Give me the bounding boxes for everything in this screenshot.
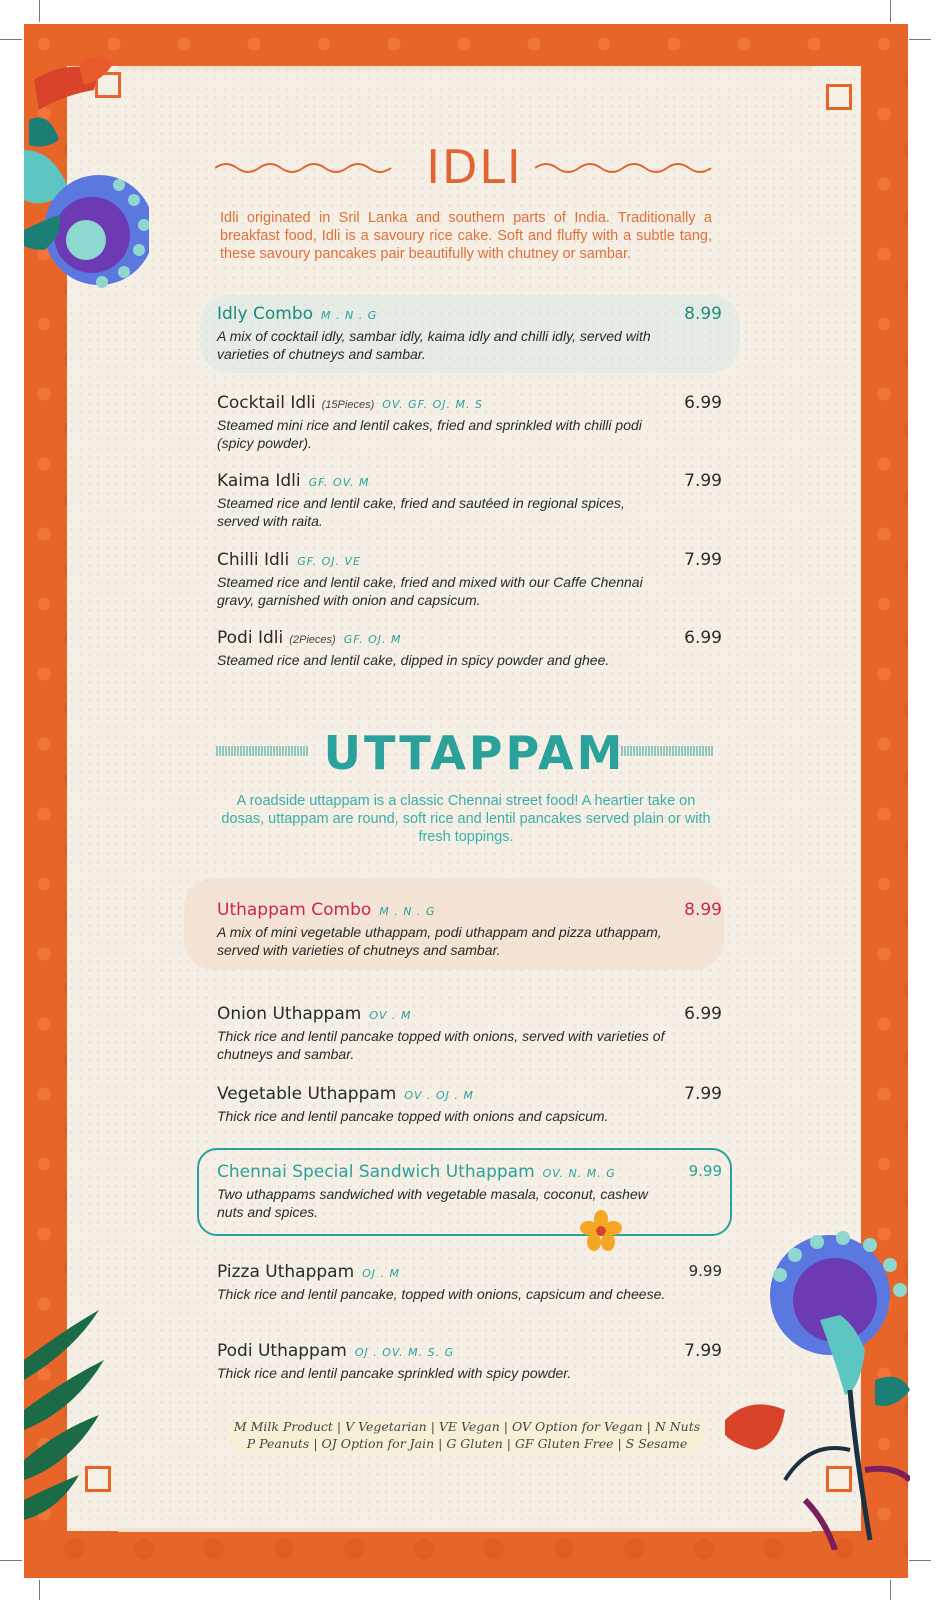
- item-name: Onion Uthappam: [217, 1004, 362, 1024]
- dietary-legend: [228, 1416, 706, 1454]
- item-price: 8.99: [684, 900, 722, 920]
- uttappam-title: UTTAPPAM: [323, 726, 626, 780]
- menu-item-onion-uthappam: [217, 1004, 722, 1063]
- item-description: Thick rice and lentil pancake sprinkled with spicy powder.: [217, 1365, 572, 1381]
- frame-line: [118, 1528, 812, 1532]
- item-name: Kaima Idli: [217, 471, 301, 491]
- crop-mark: [39, 1580, 40, 1600]
- item-description: Steamed rice and lentil cake, dipped in spicy powder and ghee.: [217, 652, 610, 668]
- item-name: Uthappam Combo: [217, 900, 372, 920]
- menu-item-vegetable-uthappam: [217, 1084, 722, 1125]
- item-tags: M . N . G: [379, 905, 436, 918]
- item-tags: GF. OJ. M: [343, 633, 402, 646]
- crop-mark: [39, 0, 40, 22]
- item-price: 7.99: [684, 550, 722, 570]
- item-description: A mix of cocktail idly, sambar idly, kaima idly and chilli idly, served with varieties of chutneys and sambar.: [217, 328, 651, 362]
- item-price: 9.99: [688, 1262, 722, 1280]
- menu-item-kaima-idli: [217, 471, 722, 530]
- legend-line-2: P Peanuts | OJ Option for Jain | G Gluten | GF Gluten Free | S Sesame: [246, 1436, 688, 1451]
- item-name: Cocktail Idli: [217, 393, 316, 413]
- item-tags: GF. OJ. VE: [297, 555, 361, 568]
- item-note: (15Pieces): [321, 399, 375, 411]
- item-description: Two uthappams sandwiched with vegetable masala, coconut, cashew nuts and spices.: [217, 1186, 648, 1220]
- item-note: (2Pieces): [289, 634, 336, 646]
- menu-item-idly-combo: [217, 304, 722, 363]
- menu-item-chilli-idli: [217, 550, 722, 609]
- item-name: Podi Uthappam: [217, 1341, 347, 1361]
- leaves-bottom-left: [24, 1300, 104, 1530]
- menu-item-cocktail-idli: [217, 393, 722, 452]
- frame-corner: [826, 84, 852, 110]
- item-tags: OV . M: [369, 1009, 412, 1022]
- item-name: Vegetable Uthappam: [217, 1084, 397, 1104]
- item-price: 7.99: [684, 1341, 722, 1361]
- item-description: Steamed mini rice and lentil cakes, fried and sprinkled with chilli podi (spicy powder).: [217, 417, 642, 451]
- item-tags: GF. OV. M: [308, 476, 370, 489]
- menu-item-uthappam-combo: [217, 900, 722, 959]
- item-name: Pizza Uthappam: [217, 1262, 355, 1282]
- frame-line: [118, 66, 812, 70]
- item-tags: OJ . OV. M. S. G: [354, 1346, 455, 1359]
- item-price: 9.99: [688, 1162, 722, 1180]
- idli-title: IDLI: [426, 140, 523, 194]
- legend-line-1: M Milk Product | V Vegetarian | VE Vegan | OV Option for Vegan | N Nuts: [233, 1419, 701, 1434]
- item-description: A mix of mini vegetable uthappam, podi uthappam and pizza uthappam, served with varieties of chutneys and sambar.: [217, 924, 662, 958]
- item-name: Podi Idli: [217, 628, 284, 648]
- crop-mark: [890, 0, 891, 22]
- menu-item-pizza-uthappam: [217, 1262, 722, 1303]
- item-price: 6.99: [684, 628, 722, 648]
- crop-mark: [890, 1580, 891, 1600]
- item-price: 6.99: [684, 393, 722, 413]
- item-description: Thick rice and lentil pancake topped with onions, served with varieties of chutneys and sambar.: [217, 1028, 665, 1062]
- item-description: Thick rice and lentil pancake, topped with onions, capsicum and cheese.: [217, 1286, 666, 1302]
- crop-mark: [0, 39, 22, 40]
- item-price: 7.99: [684, 1084, 722, 1104]
- item-name: Chennai Special Sandwich Uthappam: [217, 1162, 535, 1182]
- menu-item-podi-idli: [217, 628, 722, 669]
- item-name: Idly Combo: [217, 304, 314, 324]
- floral-bottom-right: [725, 1220, 910, 1550]
- menu-item-podi-uthappam: [217, 1341, 722, 1382]
- item-price: 7.99: [684, 471, 722, 491]
- menu-item-chennai-special-sandwich-uthappam: [217, 1162, 722, 1221]
- item-tags: OJ . M: [362, 1267, 401, 1280]
- item-price: 6.99: [684, 1004, 722, 1024]
- item-description: Steamed rice and lentil cake, fried and mixed with our Caffe Chennai gravy, garnished with onion and capsicum.: [217, 574, 643, 608]
- item-price: 8.99: [684, 304, 722, 324]
- item-description: Thick rice and lentil pancake topped with onions and capsicum.: [217, 1108, 609, 1124]
- item-name: Chilli Idli: [217, 550, 290, 570]
- item-tags: M . N . G: [321, 309, 378, 322]
- idli-description: Idli originated in Sril Lanka and southern parts of India. Traditionally a breakfast food, Idli is a savoury rice cake. Soft and fluffy with a subtle tang, these savoury pancakes pair beautifully with chutney or sambar.: [220, 210, 712, 262]
- item-tags: OV . OJ . M: [404, 1089, 474, 1102]
- item-description: Steamed rice and lentil cake, fried and sautéed in regional spices, served with raita.: [217, 495, 625, 529]
- flower-icon: [580, 1210, 622, 1252]
- crop-mark: [909, 39, 931, 40]
- crop-mark: [909, 1560, 931, 1561]
- item-tags: OV. GF. OJ. M. S: [382, 398, 483, 411]
- uttappam-description: A roadside uttappam is a classic Chennai street food! A heartier take on dosas, uttappam are round, soft rice and lentil pancakes served plain or with fresh toppings.: [221, 793, 711, 845]
- crop-mark: [0, 1560, 22, 1561]
- item-tags: OV. N. M. G: [542, 1167, 616, 1180]
